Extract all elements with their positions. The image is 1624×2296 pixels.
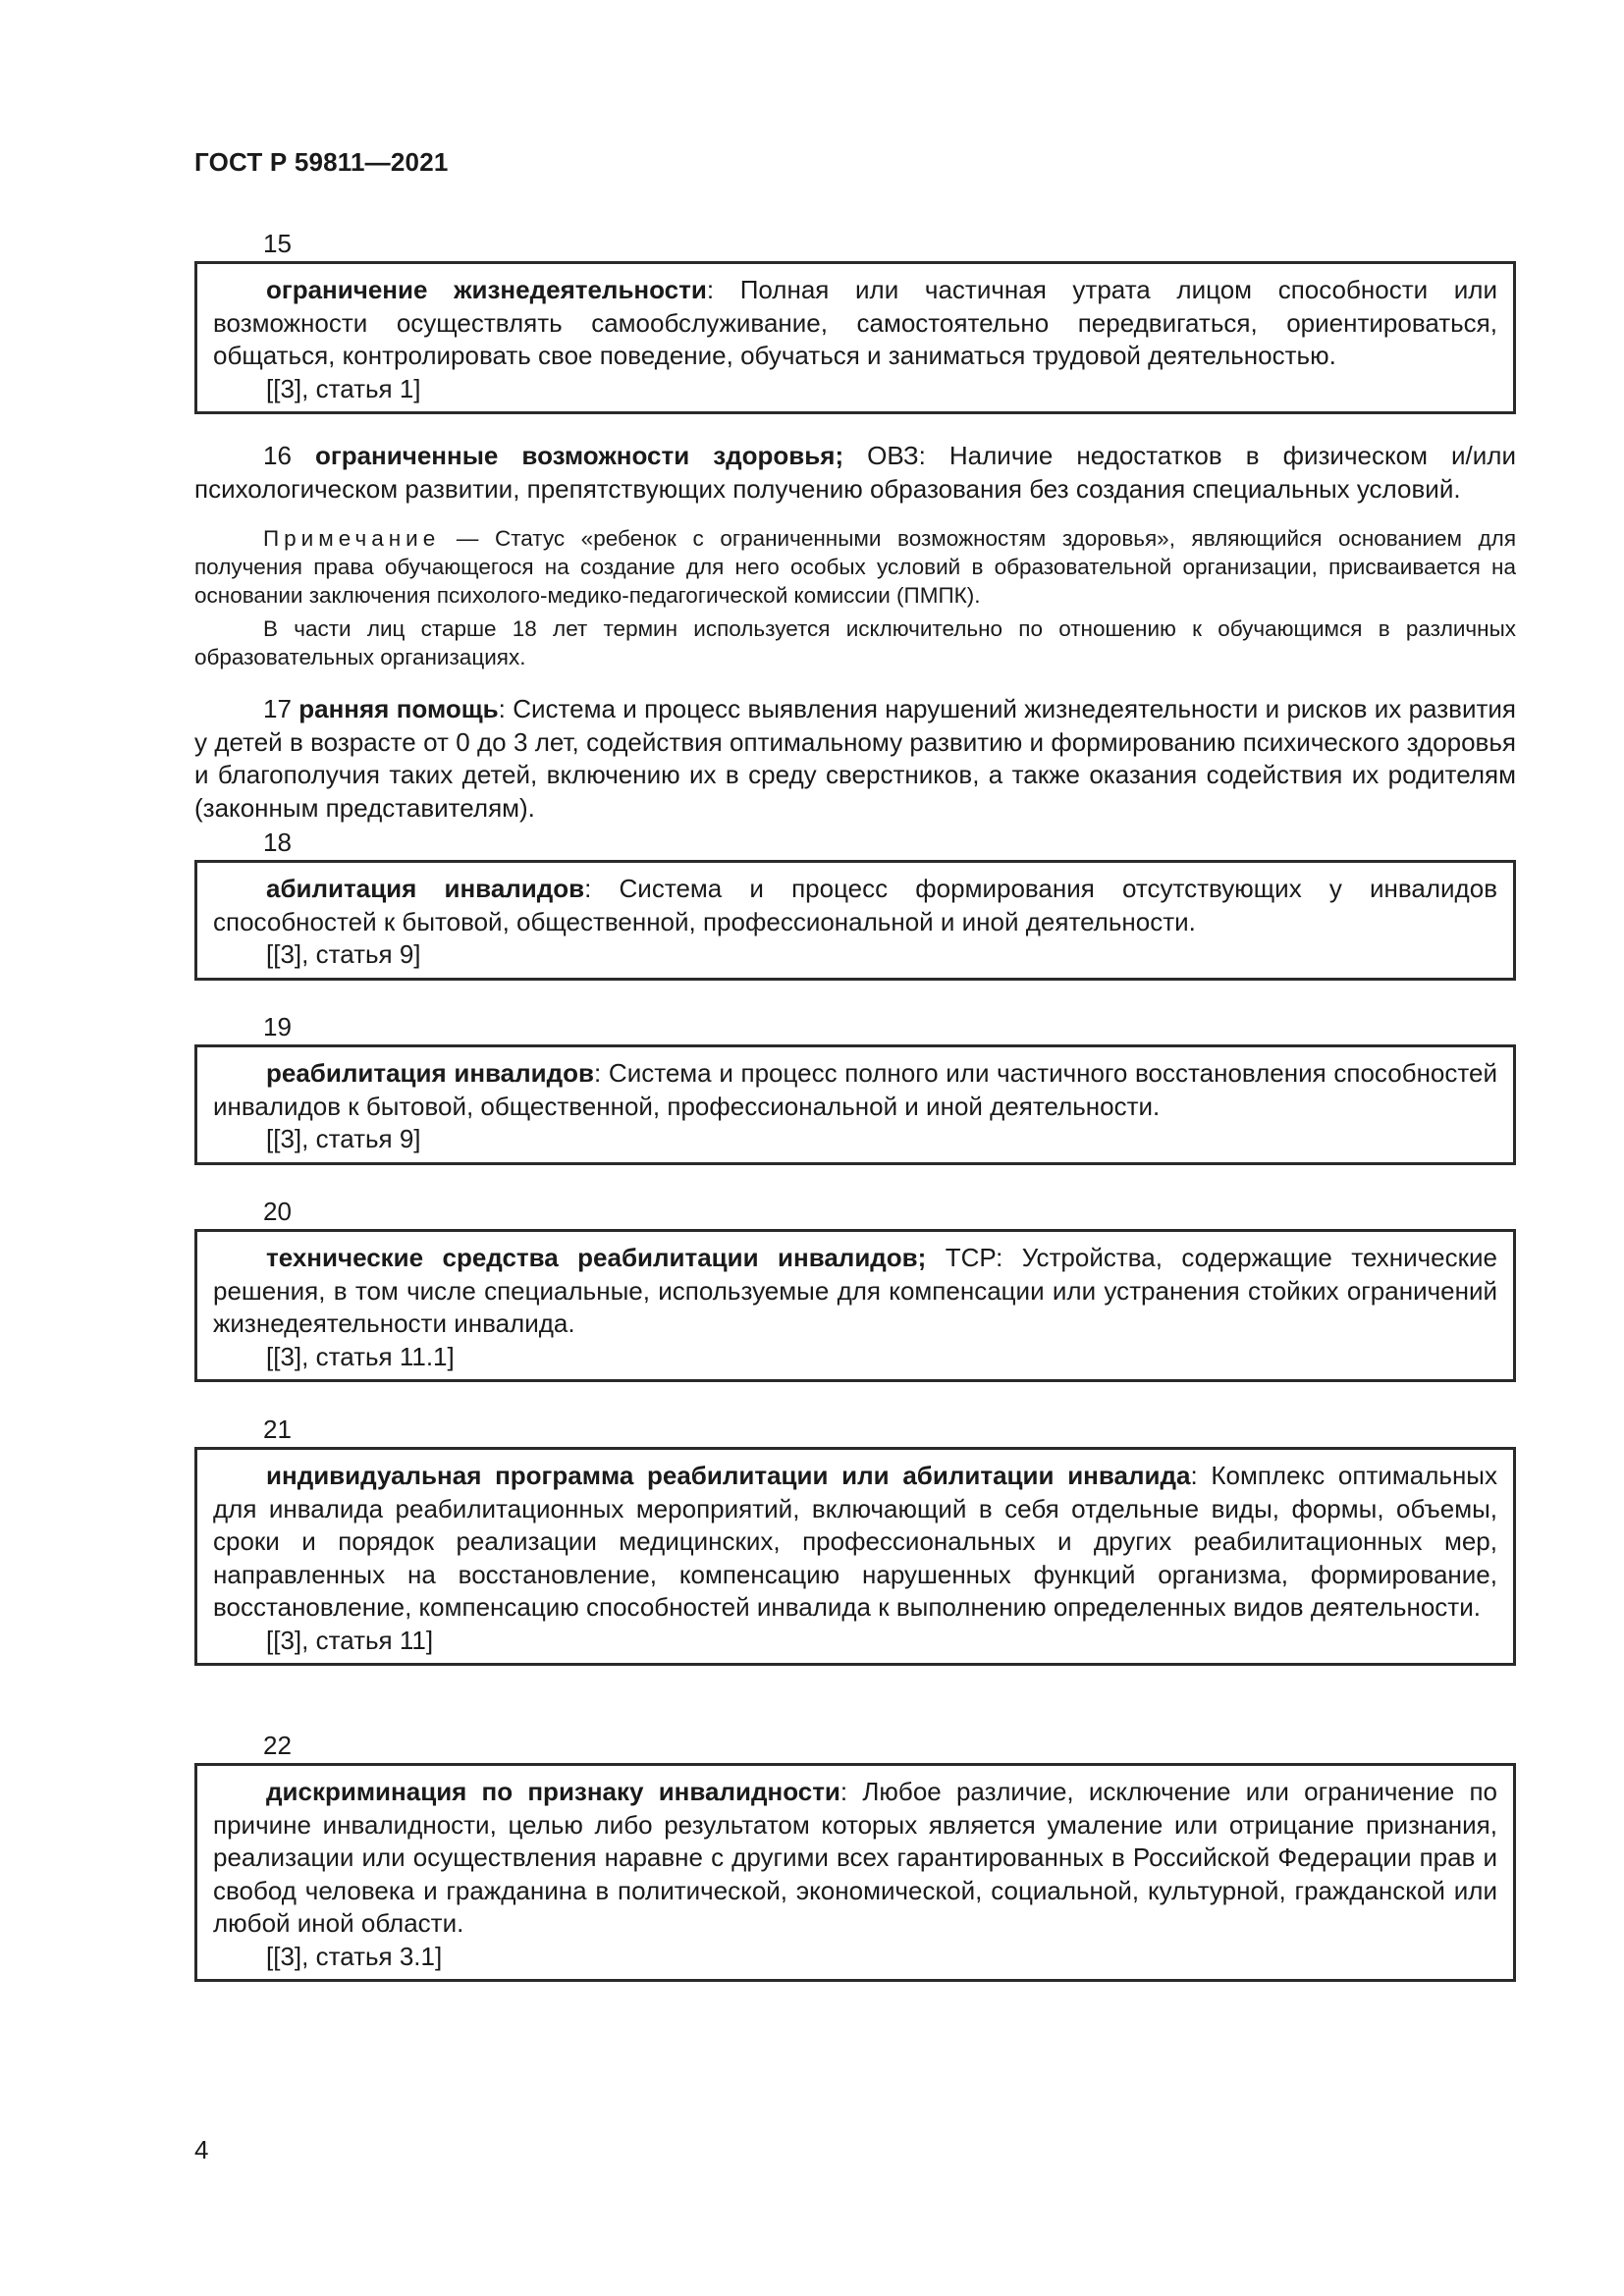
term-source-20: [[3], статья 11.1] [266, 1341, 455, 1371]
note-16: Примечание — Статус «ребенок с ограниченными возможностям здоровья», являющийся основанием для получения права обучающегося на создание для него особых условий в образовательной организации, присваивается на основании заключения психолого-медико-педагогической комиссии (ПМПК). [194, 526, 1516, 608]
term-definition-19: реабилитация инвалидов: Система и процесс полного или частичного восстановления способностей инвалидов к бытовой, общественной, профессиональной и иной деятельности. [213, 1058, 1497, 1121]
term-source-18: [[3], статья 9] [266, 939, 421, 969]
term-box-21 [194, 1447, 1516, 1666]
term-title-21: индивидуальная программа реабилитации или абилитации инвалида [266, 1461, 1191, 1490]
term-title-18: абилитация инвалидов [266, 874, 585, 903]
term-title-17: ранняя помощь [298, 694, 499, 723]
term-definition-20: технические средства реабилитации инвалидов; ТСР: Устройства, содержащие технические решения, в том числе специальные, используемые для компенсации или устранения стойких ограничений жизнедеятельности инвалида. [213, 1243, 1497, 1338]
term-box-19 [194, 1044, 1516, 1165]
term-definition-15: ограничение жизнедеятельности: Полная или частичная утрата лицом способности или возможности осуществлять самообслуживание, самостоятельно передвигаться, ориентироваться, общаться, контролировать свое поведение, обучаться и заниматься трудовой деятельностью. [213, 275, 1497, 370]
term-source-22: [[3], статья 3.1] [266, 1941, 443, 1971]
term-definition-22: дискриминация по признаку инвалидности: Любое различие, исключение или ограничение по причине инвалидности, целью либо результатом которых является умаление или отрицание признания, реализации или осуществления наравне с другими всех гарантированных в Российской Федерации прав и свобод человека и гражданина в политической, экономической, социальной, культурной, гражданской или любой иной области. [213, 1777, 1497, 1938]
term-source-21: [[3], статья 11] [266, 1625, 434, 1655]
term-number-20: 20 [263, 1197, 292, 1226]
term-definition-21: индивидуальная программа реабилитации или абилитации инвалида: Комплекс оптимальных для инвалида реабилитационных мероприятий, включающий в себя отдельные виды, формы, объемы, сроки и порядок реализации медицинских, профессиональных и других реабилитационных мер, направленных на восстановление, компенсацию нарушенных функций организма, формирование, восстановление, компенсацию способностей инвалида к выполнению определенных видов деятельности. [213, 1461, 1497, 1622]
page-number: 4 [194, 2135, 209, 2164]
term-title-16: ограниченные возможности здоровья; [315, 441, 844, 470]
term-number-19: 19 [263, 1012, 292, 1041]
term-number-18: 18 [263, 828, 292, 857]
note-label: Примечание [263, 526, 441, 551]
term-title-15: ограничение жизнедеятельности [266, 275, 707, 304]
term-title-22: дискриминация по признаку инвалидности [266, 1777, 840, 1806]
term-source-19: [[3], статья 9] [266, 1124, 421, 1153]
term-box-15 [194, 261, 1516, 414]
term-definition-18: абилитация инвалидов: Система и процесс формирования отсутствующих у инвалидов способностей к бытовой, общественной, профессиональной и иной деятельности. [213, 874, 1498, 936]
page-header: ГОСТ Р 59811—2021 [194, 147, 449, 177]
term-17: 17 ранняя помощь: Система и процесс выявления нарушений жизнедеятельности и рисков их развития у детей в возрасте от 0 до 3 лет, содействия оптимальному развитию и формированию психического здоровья и благополучия таких детей, включению их в среду сверстников, а также оказания содействия их родителям (законным представителям). [194, 694, 1516, 823]
term-title-19: реабилитация инвалидов [266, 1058, 595, 1088]
term-box-20 [194, 1229, 1516, 1382]
term-16: 16 ограниченные возможности здоровья; ОВЗ: Наличие недостатков в физическом и/или психологическом развитии, препятствующих получению образования без создания специальных условий. [194, 441, 1516, 504]
term-number-22: 22 [263, 1731, 292, 1760]
term-box-22 [194, 1763, 1516, 1982]
note-16-second: В части лиц старше 18 лет термин используется исключительно по отношению к обучающимся в различных образовательных организациях. [194, 616, 1516, 669]
term-title-20: технические средства реабилитации инвалидов; [266, 1243, 927, 1272]
term-number-15: 15 [263, 229, 292, 258]
term-number-21: 21 [263, 1415, 292, 1444]
term-box-18 [194, 860, 1516, 981]
term-source-15: [[3], статья 1] [266, 373, 421, 403]
